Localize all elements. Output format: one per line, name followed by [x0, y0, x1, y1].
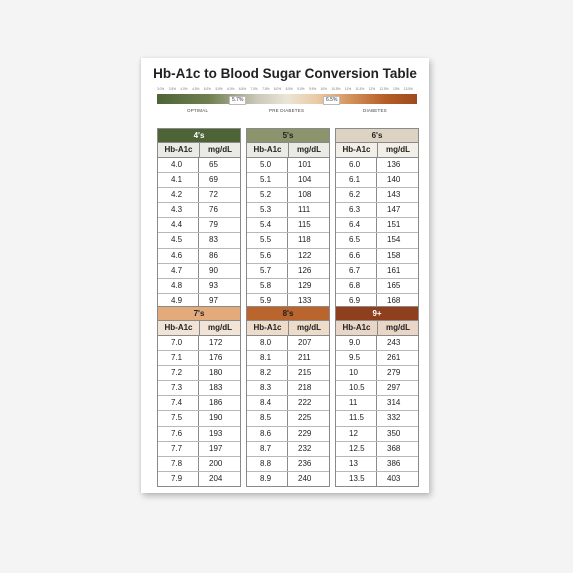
cell-mgdl: 93 [209, 280, 218, 290]
table-card-header: 8's [247, 307, 329, 320]
cell-mgdl: 161 [387, 265, 401, 275]
scale-tick: 11.5% [355, 87, 365, 91]
cell-mgdl: 86 [209, 250, 218, 260]
cell-mgdl: 229 [298, 428, 312, 438]
cell-hba1c: 5.8 [247, 279, 288, 293]
poster-title: Hb-A1c to Blood Sugar Conversion Table [153, 66, 417, 81]
cell-mgdl: 129 [298, 280, 312, 290]
cell-hba1c: 4.1 [158, 173, 199, 187]
scale-tick: 6.5% [238, 87, 247, 91]
table-card-header: 4's [158, 129, 240, 142]
cell-hba1c: 6.0 [336, 158, 377, 172]
cell-mgdl: 65 [209, 160, 218, 169]
cell-hba1c: 4.9 [158, 294, 199, 308]
column-headers [247, 320, 329, 336]
table-card [335, 128, 419, 309]
cell-hba1c: 6.7 [336, 264, 377, 278]
cell-hba1c: 4.2 [158, 188, 199, 202]
table-row [158, 217, 240, 232]
column-headers [247, 142, 329, 158]
table-row [158, 336, 240, 350]
column-header-mgdl: mg/dL [297, 145, 321, 154]
cell-mgdl: 190 [209, 413, 223, 423]
cell-hba1c: 5.9 [247, 294, 288, 308]
table-row [247, 187, 329, 202]
cell-mgdl: 183 [209, 383, 223, 393]
cell-hba1c: 7.7 [158, 442, 199, 456]
cell-hba1c: 4.3 [158, 203, 199, 217]
cell-hba1c: 6.2 [336, 188, 377, 202]
table-row [336, 217, 418, 232]
table-row [336, 456, 418, 471]
column-header-hba1c: Hb-A1c [158, 143, 200, 157]
table-row [336, 202, 418, 217]
cell-hba1c: 7.1 [158, 351, 199, 365]
cell-hba1c: 5.0 [247, 158, 288, 172]
cell-hba1c: 7.8 [158, 457, 199, 471]
cell-hba1c: 7.2 [158, 366, 199, 380]
table-row [158, 172, 240, 187]
table-row [247, 380, 329, 395]
cell-hba1c: 4.6 [158, 249, 199, 263]
table-row [158, 441, 240, 456]
column-headers [336, 142, 418, 158]
cell-hba1c: 4.8 [158, 279, 199, 293]
cell-mgdl: 79 [209, 220, 218, 230]
table-row [247, 202, 329, 217]
table-body [247, 158, 329, 308]
cell-mgdl: 122 [298, 250, 312, 260]
table-row [336, 336, 418, 350]
table-row [247, 471, 329, 486]
cell-mgdl: 207 [298, 338, 312, 347]
cell-hba1c: 6.9 [336, 294, 377, 308]
table-row [158, 426, 240, 441]
table-row [247, 395, 329, 410]
table-body [158, 336, 240, 486]
column-header-mgdl: mg/dL [386, 323, 410, 332]
scale-tick: 9.0% [297, 87, 305, 91]
cell-mgdl: 76 [209, 205, 218, 215]
cell-hba1c: 8.8 [247, 457, 288, 471]
table-row [247, 441, 329, 456]
scale-tick: 4.5% [192, 87, 200, 91]
cell-mgdl: 186 [209, 398, 223, 408]
cell-mgdl: 108 [298, 190, 312, 200]
table-row [247, 248, 329, 263]
cell-hba1c: 4.5 [158, 233, 199, 247]
table-row [336, 263, 418, 278]
cell-hba1c: 8.0 [247, 336, 288, 350]
cell-hba1c: 5.3 [247, 203, 288, 217]
table-row [247, 350, 329, 365]
table-row [158, 232, 240, 247]
cell-hba1c: 8.3 [247, 381, 288, 395]
scale-tick: 11% [344, 87, 352, 91]
table-row [247, 456, 329, 471]
cell-mgdl: 111 [298, 205, 311, 215]
column-header-mgdl: mg/dL [386, 145, 410, 154]
cell-mgdl: 115 [298, 220, 311, 230]
column-header-hba1c: Hb-A1c [336, 321, 378, 335]
cell-mgdl: 386 [387, 458, 401, 468]
table-card [335, 306, 419, 487]
table-row [158, 187, 240, 202]
cell-hba1c: 6.5 [336, 233, 377, 247]
scale-tick: 5.0% [203, 87, 212, 91]
cell-mgdl: 225 [298, 413, 312, 423]
table-row [247, 426, 329, 441]
table-row [158, 395, 240, 410]
table-row [336, 350, 418, 365]
marker-pre-diabetes: 5.7% [229, 96, 246, 105]
cell-mgdl: 133 [298, 295, 312, 305]
cell-mgdl: 200 [209, 458, 223, 468]
table-row [336, 426, 418, 441]
cell-hba1c: 11 [336, 396, 377, 410]
table-row [247, 336, 329, 350]
cell-mgdl: 215 [298, 368, 312, 378]
table-row [336, 410, 418, 425]
cell-hba1c: 8.9 [247, 472, 288, 486]
cell-mgdl: 143 [387, 190, 401, 200]
table-row [247, 217, 329, 232]
table-row [336, 441, 418, 456]
cell-hba1c: 13.5 [336, 472, 377, 486]
table-card-header: 9+ [336, 307, 418, 320]
table-row [336, 365, 418, 380]
cell-hba1c: 4.0 [158, 158, 199, 172]
table-row [247, 410, 329, 425]
cell-hba1c: 9.5 [336, 351, 377, 365]
table-row [336, 278, 418, 293]
table-row [336, 380, 418, 395]
cell-hba1c: 5.6 [247, 249, 288, 263]
cell-hba1c: 7.5 [158, 411, 199, 425]
cell-mgdl: 240 [298, 473, 312, 483]
scale-tick: 8.0% [273, 87, 282, 91]
scale-tick: 12% [368, 87, 376, 91]
table-row [247, 172, 329, 187]
table-body [336, 336, 418, 486]
table-row [336, 158, 418, 172]
cell-mgdl: 90 [209, 265, 218, 275]
scale-tick: 7.5% [262, 87, 270, 91]
scale-tick: 6.0% [227, 87, 235, 91]
column-headers [336, 320, 418, 336]
cell-mgdl: 172 [209, 338, 223, 347]
cell-mgdl: 168 [387, 295, 401, 305]
table-row [158, 248, 240, 263]
cell-mgdl: 126 [298, 265, 312, 275]
cell-mgdl: 193 [209, 428, 223, 438]
table-row [158, 278, 240, 293]
table-row [247, 365, 329, 380]
cell-mgdl: 158 [387, 250, 401, 260]
cell-hba1c: 5.5 [247, 233, 288, 247]
cell-mgdl: 350 [387, 428, 401, 438]
cell-mgdl: 261 [387, 353, 401, 363]
cell-mgdl: 83 [209, 235, 218, 245]
cell-mgdl: 104 [298, 175, 312, 185]
cell-mgdl: 180 [209, 368, 223, 378]
table-row [336, 232, 418, 247]
table-card [246, 306, 330, 487]
cell-mgdl: 222 [298, 398, 312, 408]
table-body [247, 336, 329, 486]
cell-hba1c: 12 [336, 427, 377, 441]
cell-mgdl: 243 [387, 338, 401, 347]
column-header-hba1c: Hb-A1c [336, 143, 378, 157]
cell-hba1c: 12.5 [336, 442, 377, 456]
cell-hba1c: 10.5 [336, 381, 377, 395]
cell-hba1c: 7.4 [158, 396, 199, 410]
cell-mgdl: 176 [209, 353, 223, 363]
table-row [158, 380, 240, 395]
table-card-header: 5's [247, 129, 329, 142]
table-card [157, 128, 241, 309]
table-row [158, 410, 240, 425]
cell-mgdl: 147 [387, 205, 401, 215]
cell-mgdl: 101 [298, 160, 312, 169]
cell-mgdl: 165 [387, 280, 401, 290]
table-card [246, 128, 330, 309]
scale-tick: 13.5% [403, 87, 413, 91]
cell-hba1c: 4.4 [158, 218, 199, 232]
cell-mgdl: 197 [209, 443, 223, 453]
column-header-mgdl: mg/dL [208, 145, 232, 154]
cell-hba1c: 6.1 [336, 173, 377, 187]
table-card-header: 6's [336, 129, 418, 142]
table-row [336, 471, 418, 486]
table-row [158, 263, 240, 278]
cell-hba1c: 7.9 [158, 472, 199, 486]
table-body [158, 158, 240, 308]
table-row [158, 456, 240, 471]
table-card [157, 306, 241, 487]
cell-hba1c: 7.3 [158, 381, 199, 395]
scale-tick: 5.5% [215, 87, 223, 91]
table-row [247, 278, 329, 293]
cell-hba1c: 10 [336, 366, 377, 380]
table-row [336, 395, 418, 410]
cell-hba1c: 8.7 [247, 442, 288, 456]
cell-mgdl: 314 [387, 398, 401, 408]
cell-hba1c: 7.6 [158, 427, 199, 441]
table-row [158, 350, 240, 365]
cell-hba1c: 7.0 [158, 336, 199, 350]
zone-diabetes: DIABETES [363, 108, 387, 113]
cell-mgdl: 136 [387, 160, 401, 169]
table-card-header: 7's [158, 307, 240, 320]
cell-mgdl: 211 [298, 353, 311, 363]
cell-hba1c: 9.0 [336, 336, 377, 350]
cell-mgdl: 204 [209, 473, 223, 483]
cell-hba1c: 11.5 [336, 411, 377, 425]
cell-mgdl: 118 [298, 235, 311, 245]
cell-mgdl: 218 [298, 383, 312, 393]
scale-ticks [157, 87, 413, 93]
marker-diabetes: 6.5% [323, 96, 340, 105]
cell-hba1c: 8.2 [247, 366, 288, 380]
cell-mgdl: 72 [209, 190, 218, 200]
table-row [158, 365, 240, 380]
scale-tick: 12.5% [379, 87, 389, 91]
cell-hba1c: 8.5 [247, 411, 288, 425]
table-row [247, 263, 329, 278]
table-row [158, 158, 240, 172]
cell-hba1c: 6.6 [336, 249, 377, 263]
cell-hba1c: 5.1 [247, 173, 288, 187]
scale-tick: 13% [393, 87, 400, 91]
cell-hba1c: 6.4 [336, 218, 377, 232]
cell-hba1c: 5.7 [247, 264, 288, 278]
table-row [336, 248, 418, 263]
scale-tick: 3.0% [157, 87, 165, 91]
zone-pre-diabetes: PRE DIABETES [269, 108, 305, 113]
table-body [336, 158, 418, 308]
zone-optimal: OPTIMAL [187, 108, 209, 113]
cell-mgdl: 140 [387, 175, 401, 185]
column-header-hba1c: Hb-A1c [247, 321, 289, 335]
scale-tick: 10.5% [331, 87, 341, 91]
scale-tick: 7.0% [250, 87, 258, 91]
cell-hba1c: 5.4 [247, 218, 288, 232]
column-header-hba1c: Hb-A1c [247, 143, 289, 157]
cell-mgdl: 97 [209, 295, 218, 305]
table-row [247, 232, 329, 247]
column-headers [158, 142, 240, 158]
scale-tick: 4.0% [180, 87, 188, 91]
scale-tick: 3.5% [168, 87, 176, 91]
cell-mgdl: 232 [298, 443, 312, 453]
cell-hba1c: 6.3 [336, 203, 377, 217]
cell-mgdl: 297 [387, 383, 401, 393]
cell-hba1c: 4.7 [158, 264, 199, 278]
scale-tick: 9.5% [308, 87, 317, 91]
cell-mgdl: 403 [387, 473, 401, 483]
cell-mgdl: 236 [298, 458, 312, 468]
hba1c-gradient-bar [157, 94, 417, 104]
cell-hba1c: 8.4 [247, 396, 288, 410]
table-row [158, 202, 240, 217]
table-row [158, 471, 240, 486]
cell-hba1c: 8.1 [247, 351, 288, 365]
column-header-hba1c: Hb-A1c [158, 321, 200, 335]
scale-tick: 8.5% [285, 87, 293, 91]
cell-hba1c: 13 [336, 457, 377, 471]
cell-mgdl: 368 [387, 443, 401, 453]
table-row [336, 187, 418, 202]
table-row [247, 158, 329, 172]
cell-hba1c: 5.2 [247, 188, 288, 202]
table-row [336, 172, 418, 187]
cell-mgdl: 154 [387, 235, 401, 245]
cell-mgdl: 332 [387, 413, 401, 423]
column-header-mgdl: mg/dL [208, 323, 232, 332]
conversion-poster [141, 58, 429, 493]
cell-mgdl: 279 [387, 368, 401, 378]
column-headers [158, 320, 240, 336]
cell-mgdl: 151 [387, 220, 401, 230]
cell-hba1c: 8.6 [247, 427, 288, 441]
column-header-mgdl: mg/dL [297, 323, 321, 332]
cell-mgdl: 69 [209, 175, 218, 185]
cell-hba1c: 6.8 [336, 279, 377, 293]
scale-tick: 10% [320, 87, 328, 91]
